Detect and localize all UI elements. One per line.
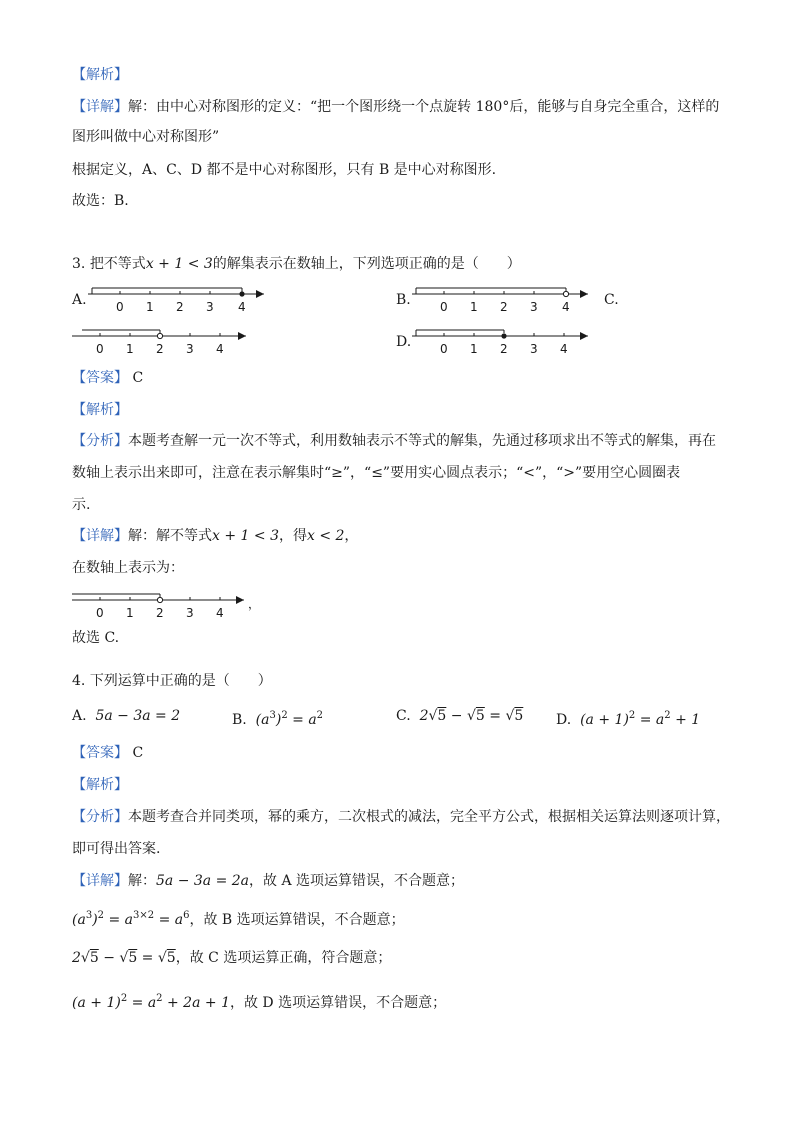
q3-fenxi-line3: 示. — [72, 497, 91, 513]
svg-text:4: 4 — [216, 342, 224, 356]
q2-detail-line2: 图形叫做中心对称图形” — [72, 129, 220, 145]
q3-analysis-heading: 【解析】 — [72, 402, 128, 418]
q3-stem-expr: x + 1 < 3 — [145, 256, 213, 272]
svg-text:0: 0 — [96, 606, 104, 620]
q4-answer-value: C — [132, 745, 144, 761]
numberline-suffix: ， — [248, 597, 261, 611]
q3-answer — [72, 367, 724, 389]
svg-text:0: 0 — [96, 342, 104, 356]
tick-1: 1 — [146, 300, 154, 314]
q4-detail-step-b: $(a^3)^2 = a^{3\times 2} = a^6$，故 B 选项运算错误，不合题意； — [72, 910, 405, 928]
q2-detail-line3: 根据定义，A、C、D 都不是中心对称图形，只有 B 是中心对称图形. — [72, 162, 497, 178]
q3-solution-numberline — [68, 590, 268, 624]
q3-stem-post: 的解集表示在数轴上，下列选项正确的是（ ） — [212, 256, 521, 272]
q4-stem: 4. 下列运算中正确的是（ ） — [72, 673, 272, 689]
tick-4: 4 — [238, 300, 246, 314]
svg-text:0: 0 — [440, 300, 448, 314]
q2-analysis-heading — [72, 64, 724, 86]
q4-number: 4. — [72, 673, 86, 689]
q3-option-c-label: C. — [604, 292, 619, 308]
q4-option-b: B. $(a^3)^2 = a^2$ — [232, 710, 324, 728]
svg-text:3: 3 — [530, 300, 538, 314]
q2-detail-line1 — [72, 96, 724, 118]
q3-fenxi-line2: 数轴上表示出来即可，注意在表示解集时“≥”，“≤”要用实心圆点表示；“<”，“>”要用空心圆圈表 — [72, 465, 681, 481]
svg-text:2: 2 — [500, 300, 508, 314]
q3-stem — [72, 253, 724, 275]
q3-option-b-numberline — [412, 284, 597, 318]
svg-text:1: 1 — [470, 342, 478, 356]
svg-text:4: 4 — [560, 342, 568, 356]
q3-option-a-numberline — [88, 284, 273, 318]
svg-text:3: 3 — [186, 606, 194, 620]
svg-text:2: 2 — [156, 342, 164, 356]
answer-tag: 【答案】 — [72, 370, 128, 386]
svg-text:2: 2 — [500, 342, 508, 356]
q3-fenxi-line1: 【分析】本题考查解一元一次不等式，利用数轴表示不等式的解集，先通过移项求出不等式的解集，再在 — [72, 433, 716, 449]
svg-text:1: 1 — [126, 342, 134, 356]
q4-detail-step-d: $(a + 1)^2 = a^2 + 2a + 1$，故 D 选项运算错误，不合题意； — [72, 993, 447, 1011]
svg-text:4: 4 — [562, 300, 570, 314]
q3-option-b-label: B. — [396, 292, 411, 308]
q4-analysis-heading: 【解析】 — [72, 777, 128, 793]
q3-detail: 【详解】解：解不等式x + 1 < 3，得x < 2， — [72, 528, 359, 544]
q3-answer-value: C — [132, 370, 144, 386]
q4-answer: 【答案】 C — [72, 745, 144, 761]
q3-option-c-numberline — [68, 326, 253, 360]
q4-detail-step-c: 2√5 − √5 = √5，故 C 选项运算正确，符合题意； — [72, 950, 392, 966]
svg-text:0: 0 — [440, 342, 448, 356]
tick-3: 3 — [206, 300, 214, 314]
q2-detail-text1: 解：由中心对称图形的定义：“把一个图形绕一个点旋转 180°后，能够与自身完全重合，这样的 — [128, 99, 720, 115]
analysis-tag: 【解析】 — [72, 67, 128, 83]
q3-option-a-label: A. — [72, 292, 87, 308]
q4-option-d: D. $(a + 1)^2 = a^2 + 1$ — [556, 710, 701, 728]
tick-0: 0 — [116, 300, 124, 314]
svg-text:2: 2 — [156, 606, 164, 620]
q3-numberline-intro: 在数轴上表示为： — [72, 560, 184, 576]
svg-text:4: 4 — [216, 606, 224, 620]
detail-tag: 【详解】 — [72, 99, 128, 115]
q4-fenxi-line1: 【分析】本题考查合并同类项，幂的乘方，二次根式的减法，完全平方公式，根据相关运算法则逐项计算， — [72, 809, 730, 825]
svg-text:3: 3 — [186, 342, 194, 356]
svg-text:1: 1 — [470, 300, 478, 314]
svg-text:1: 1 — [126, 606, 134, 620]
svg-text:3: 3 — [530, 342, 538, 356]
tick-2: 2 — [176, 300, 184, 314]
q3-choice: 故选 C. — [72, 630, 120, 646]
fenxi-tag: 【分析】 — [72, 433, 128, 449]
q4-detail-step-a: 【详解】解：5a − 3a = 2a，故 A 选项运算错误，不合题意； — [72, 873, 465, 889]
q4-option-a: A. 5a − 3a = 2 — [72, 708, 181, 724]
q4-option-c: C. 2√5 − √5 = √5 — [396, 708, 524, 724]
q3-stem-pre: 把不等式 — [89, 256, 146, 272]
q3-option-d-label: D. — [396, 334, 412, 350]
q4-fenxi-line2: 即可得出答案. — [72, 841, 161, 857]
q2-choice: 故选：B. — [72, 193, 129, 209]
q3-number: 3. — [72, 256, 86, 272]
q3-option-d-numberline — [412, 326, 597, 360]
